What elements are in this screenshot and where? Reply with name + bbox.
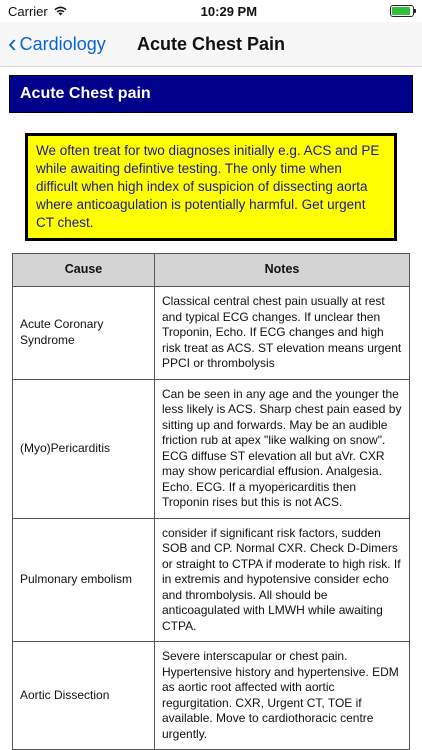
status-time: 10:29 PM xyxy=(200,3,258,19)
causes-table xyxy=(12,253,410,750)
navigation-bar xyxy=(0,22,422,67)
notes-cell: consider if significant risk factors, sudden SOB and CP. Normal CXR. Check D-Dimers or straight to CTPA if moderate to high risk. If in extremis and hypotensive consider echo and thrombolysis. All should be anticoagulated with LMWH while awaiting CTPA. xyxy=(155,518,410,642)
back-button[interactable] xyxy=(0,28,106,58)
wifi-icon xyxy=(53,4,68,19)
cause-cell: Aortic Dissection xyxy=(13,642,155,750)
chevron-left-icon: ‹ xyxy=(8,28,17,58)
notes-cell: Severe interscapular or chest pain. Hypertensive history and hypertensive. EDM as aortic root affected with aortic regurgitation. CXR, Urgent CT, TOE if available. Move to cardiothoracic centre urgently. xyxy=(155,642,410,750)
table-row xyxy=(13,642,410,750)
status-bar xyxy=(0,0,422,22)
cause-cell: (Myo)Pericarditis xyxy=(13,379,155,518)
battery-icon xyxy=(390,5,414,17)
notes-cell: Can be seen in any age and the younger the less likely is ACS. Sharp chest pain eased by sitting up and forwards. May be an audible friction rub at apex "like walking on snow". ECG diffuse ST elevation all but aVr. CXR may show pericardial effusion. Analgesia. Echo. ECG. If a myopericarditis then Troponin rises but this is not ACS. xyxy=(155,379,410,518)
status-right xyxy=(390,5,414,17)
column-header-cause: Cause xyxy=(13,254,155,287)
status-left xyxy=(8,4,68,19)
content-area xyxy=(0,67,422,750)
notice-box: We often treat for two diagnoses initially e.g. ACS and PE while awaiting defintive testing. The only time when difficult when high index of suspicion of dissecting aorta where anticoagulation is potentially harmful. Get urgent CT chest. xyxy=(25,133,397,241)
battery-fill xyxy=(392,7,410,15)
table-row xyxy=(13,379,410,518)
section-header: Acute Chest pain xyxy=(9,75,413,113)
cause-cell: Acute Coronary Syndrome xyxy=(13,287,155,380)
notes-cell: Classical central chest pain usually at rest and typical ECG changes. If unclear then Troponin, Echo. If ECG changes and high risk treat as ACS. ST elevation means urgent PPCI or thrombolysis xyxy=(155,287,410,380)
table-row xyxy=(13,518,410,642)
page-title: Acute Chest Pain xyxy=(136,33,286,54)
column-header-notes: Notes xyxy=(155,254,410,287)
back-button-label: Cardiology xyxy=(19,33,106,54)
carrier-label: Carrier xyxy=(8,3,48,19)
cause-cell: Pulmonary embolism xyxy=(13,518,155,642)
table-header-row xyxy=(13,254,410,287)
table-row xyxy=(13,287,410,380)
